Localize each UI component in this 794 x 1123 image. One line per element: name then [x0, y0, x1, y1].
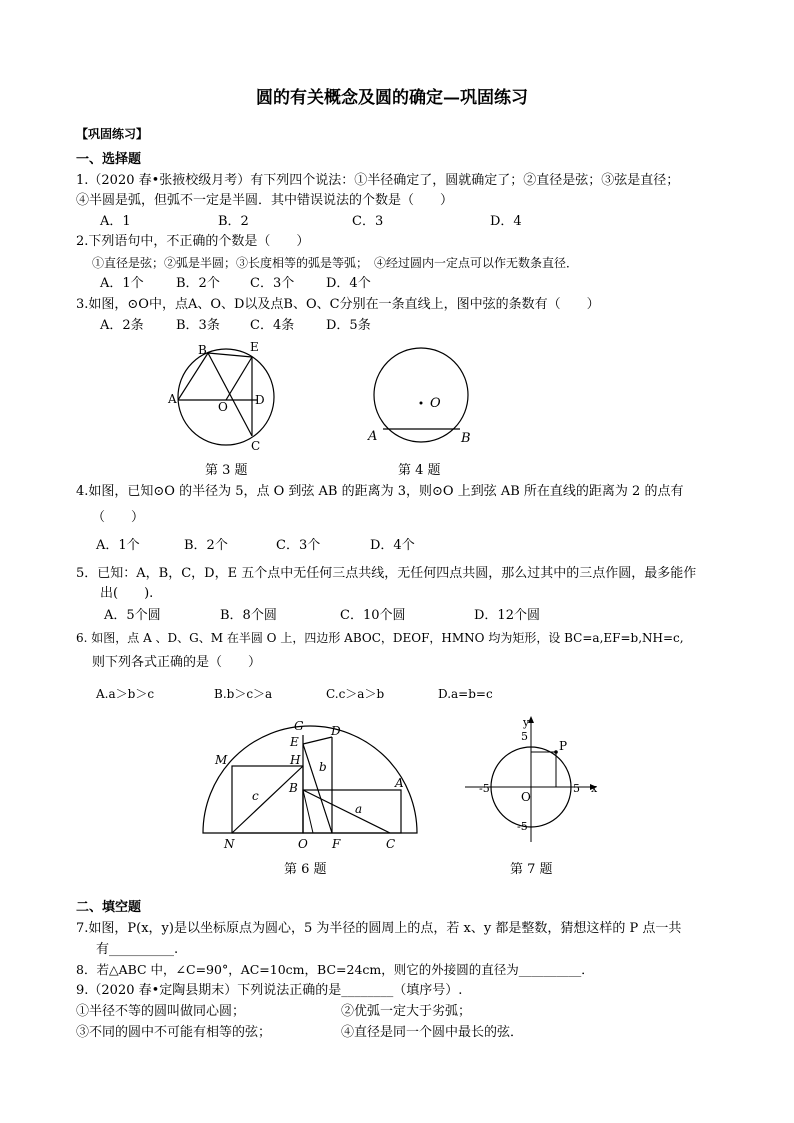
q6-line1: 6. 如图，点 A 、D、G、M 在半圆 O 上，四边形 ABOC，DEOF，HMNO 均为矩形，设 BC=a,EF=b,NH=c, [76, 631, 684, 645]
fig6-label-a: a [355, 802, 363, 816]
fig6-label-b: b [319, 760, 327, 774]
q9-option-1: ①半径不等的圆叫做同心圆； [76, 1004, 246, 1019]
fig3-label-O: O [218, 400, 228, 414]
q1-option-d: D．4 [490, 214, 522, 229]
fig6-label-D: D [331, 724, 341, 738]
fig7-caption: 第 7 题 [510, 862, 553, 877]
section-heading-choice: 一、选择题 [76, 152, 142, 167]
q4-line2: （ ） [92, 510, 145, 525]
fig7-point-P [554, 750, 558, 754]
q1-option-a: A．1 [100, 214, 131, 229]
fig7-label-P: P [559, 739, 568, 753]
q3-option-b: B．3条 [176, 318, 220, 333]
q3-option-d: D．5条 [326, 318, 371, 333]
fig6-diag-BC [303, 790, 390, 833]
q4-option-b: B．2个 [184, 538, 228, 553]
q6-option-a: A.a＞b＞c [96, 687, 155, 701]
fig6-label-A: A [395, 776, 404, 790]
fig7-tick-5y: 5 [521, 730, 528, 743]
fig7-label-x: x [591, 782, 598, 795]
q1-line2: ④半圆是弧，但弧不一定是半圆．其中错误说法的个数是（ ） [76, 193, 454, 208]
fig7-label-y: y [523, 716, 530, 729]
q3-option-a: A．2条 [100, 318, 144, 333]
fig7-label-O: O [521, 790, 531, 804]
q3-line1: 3.如图，⊙O中，点A、O、D以及点B、O、C分别在一条直线上，图中弦的条数有（ ） [76, 297, 600, 312]
fig6-label-O: O [298, 837, 308, 851]
q5-line2: 出( ). [100, 586, 154, 601]
fig6-seg-B-extra [303, 790, 313, 833]
q4-option-a: A．1个 [96, 538, 140, 553]
fig6-label-E: E [290, 735, 299, 749]
q1-option-b: B．2 [218, 214, 249, 229]
fig3-caption: 第 3 题 [205, 463, 248, 478]
figure-7 [455, 712, 605, 852]
q9-line1: 9.（2020 春•定陶县期末）下列说法正确的是________（填序号）. [76, 983, 463, 998]
fig6-label-N: N [224, 837, 235, 851]
fig4-label-B: B [461, 431, 471, 446]
figure-4 [365, 350, 485, 450]
fig6-rect-ABOC [303, 790, 401, 833]
q1-option-c: C．3 [352, 214, 384, 229]
q2-option-d: D．4个 [326, 276, 371, 291]
fig3-label-B: B [198, 343, 207, 357]
q5-option-c: C．10个圆 [340, 608, 406, 623]
q9-option-2: ②优弧一定大于劣弧； [341, 1004, 472, 1019]
q5-line1: 5．已知：A，B，C，D，E 五个点中无任何三点共线，无任何四点共圆，那么过其中的三点作圆，最多能作 [76, 566, 697, 581]
section-tag: 【巩固练习】 [76, 127, 149, 141]
fig7-tick-neg5y: -5 [517, 820, 528, 833]
fig6-label-M: M [215, 753, 228, 767]
fig6-label-G: G [294, 719, 304, 733]
q5-option-d: D．12个圆 [474, 608, 540, 623]
fig4-label-O: O [430, 396, 441, 411]
q5-option-a: A．5个圆 [104, 608, 161, 623]
q6-option-b: B.b＞c＞a [214, 687, 273, 701]
q9-option-4: ④直径是同一个圆中最长的弦． [341, 1025, 524, 1040]
q5-option-b: B．8个圆 [220, 608, 277, 623]
fig6-label-F: F [332, 837, 341, 851]
fig6-label-C: C [386, 837, 396, 851]
fig6-label-c: c [252, 789, 259, 803]
page-title: 圆的有关概念及圆的确定—巩固练习 [256, 88, 528, 108]
fig6-label-H: H [290, 753, 301, 767]
fig4-center-dot [420, 402, 423, 405]
q7-line1: 7.如图，P(x，y)是以坐标原点为圆心，5 为半径的圆周上的点，若 x、y 都是整数，猜想这样的 P 点一共 [76, 921, 682, 936]
fig4-circle [374, 348, 468, 442]
q6-option-d: D.a=b=c [438, 687, 493, 701]
figure-6 [195, 715, 425, 855]
fig4-label-A: A [368, 429, 378, 444]
fig3-label-D: D [255, 393, 265, 407]
fig3-label-C: C [251, 439, 261, 453]
fig6-diag-EF [303, 744, 332, 833]
q2-option-a: A．1个 [100, 276, 144, 291]
figure-3 [165, 338, 285, 458]
section-heading-fill: 二、填空题 [76, 900, 142, 915]
fig7-tick-5x: 5 [573, 782, 580, 795]
q2-line1: 2.下列语句中，不正确的个数是（ ） [76, 234, 310, 249]
q6-line2: 则下列各式正确的是（ ） [92, 655, 262, 670]
q1-line1: 1.（2020 春•张掖校级月考）有下列四个说法：①半径确定了，圆就确定了；②直径是弦；③弦是直径； [76, 173, 680, 188]
fig6-label-B: B [289, 781, 298, 795]
fig6-diag-NH [232, 766, 303, 833]
fig3-label-A: A [168, 392, 177, 406]
fig3-label-E: E [250, 340, 259, 354]
q4-line1: 4.如图，已知⊙O 的半径为 5，点 O 到弦 AB 的距离为 3，则⊙O 上到弦 AB 所在直线的距离为 2 的点有 [76, 484, 684, 499]
q4-option-c: C．3个 [276, 538, 321, 553]
q7-line2: 有__________. [96, 942, 179, 957]
q2-option-c: C．3个 [250, 276, 295, 291]
q8-text: 8．若△ABC 中，∠C=90°，AC=10cm，BC=24cm，则它的外接圆的直径为__________． [76, 962, 594, 977]
fig6-caption: 第 6 题 [284, 862, 327, 877]
fig3-segment-OE [226, 357, 252, 400]
fig6-seg-ED [303, 737, 332, 744]
q4-option-d: D．4个 [370, 538, 415, 553]
q2-option-b: B．2个 [176, 276, 220, 291]
fig4-caption: 第 4 题 [398, 463, 441, 478]
fig7-tick-neg5x: -5 [479, 782, 490, 795]
q6-option-c: C.c＞a＞b [326, 687, 385, 701]
q3-option-c: C．4条 [250, 318, 295, 333]
q9-option-3: ③不同的圆中不可能有相等的弦； [76, 1025, 272, 1040]
q2-line2: ①直径是弦；②弧是半圆；③长度相等的弧是等弧； ④经过圆内一定点可以作无数条直径． [92, 256, 579, 270]
